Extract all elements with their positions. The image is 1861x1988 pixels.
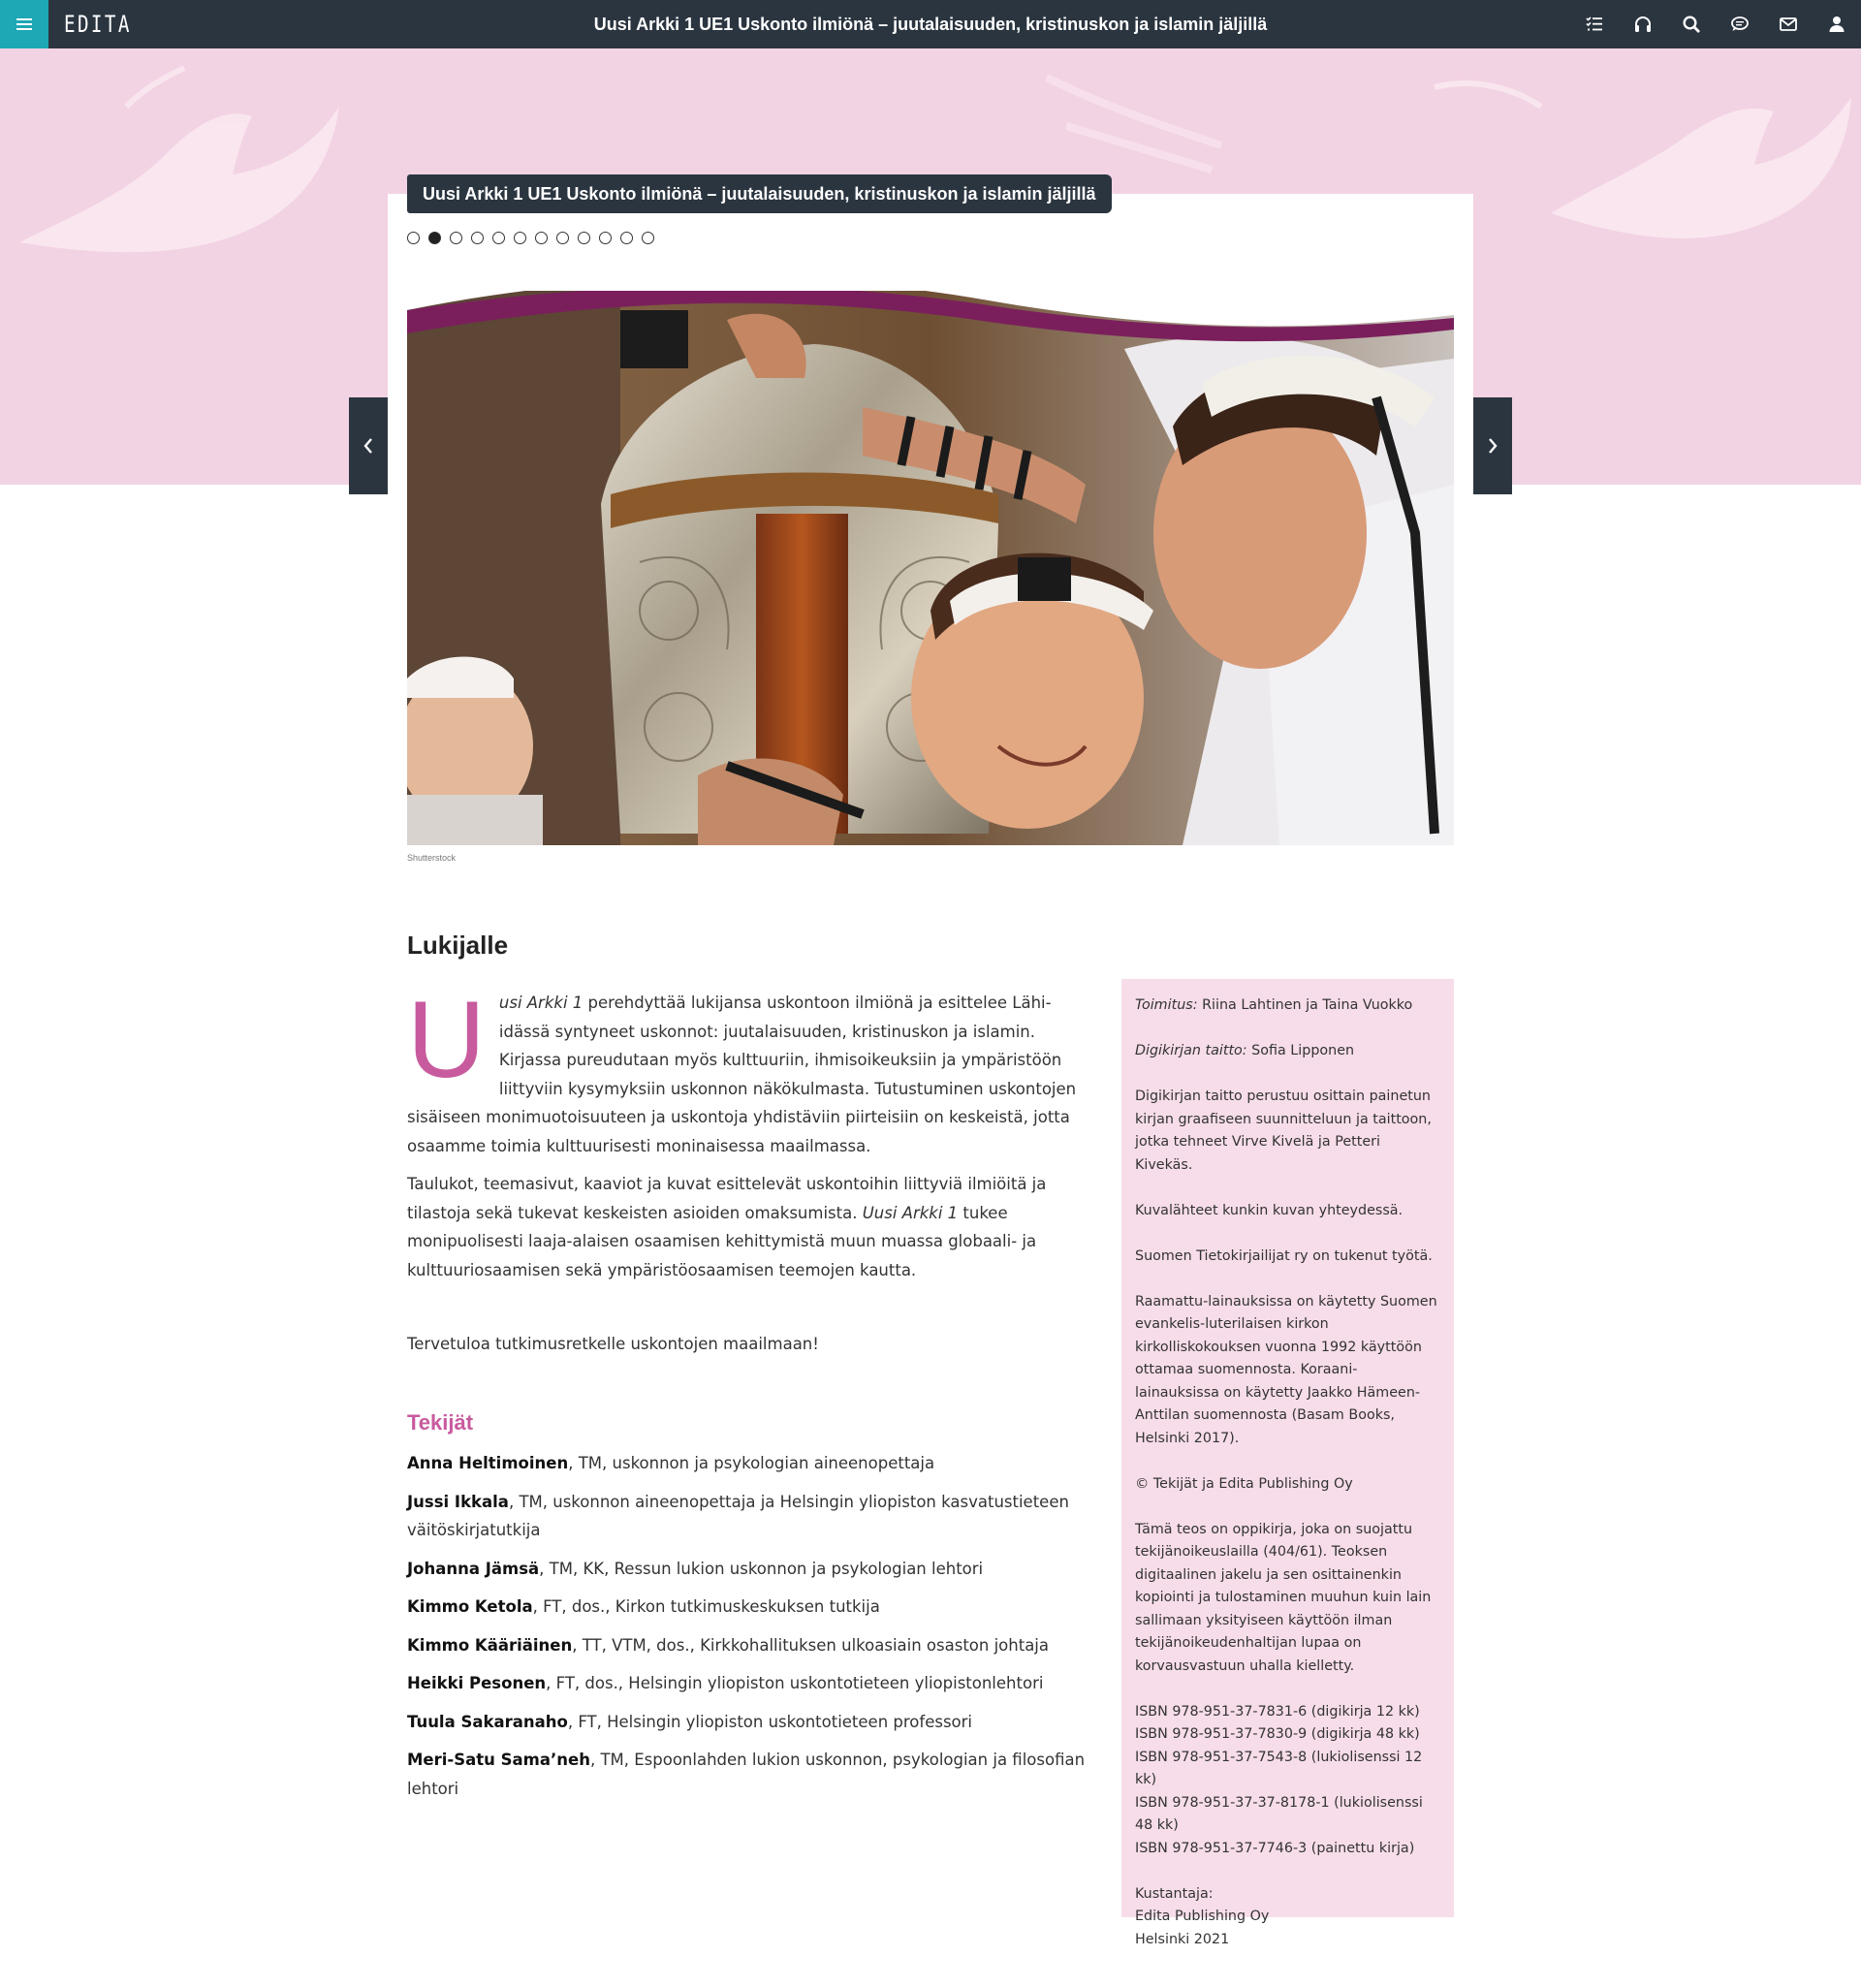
layout-line (1135, 1040, 1440, 1063)
editors-value: Riina Lahtinen ja Taina Vuokko (1197, 997, 1413, 1013)
publisher-label: Kustantaja: (1135, 1885, 1214, 1902)
isbn-item: ISBN 978-951-37-7830-9 (digikirja 48 kk) (1135, 1726, 1420, 1742)
section-heading: Lukijalle (407, 931, 509, 960)
slide-dot-2[interactable] (428, 232, 441, 244)
author-name: Tuula Sakaranaho (407, 1712, 568, 1731)
previous-slide-button[interactable] (349, 397, 388, 494)
author-name: Meri-Satu Sama’neh (407, 1751, 590, 1769)
translation-note: Raamattu-lainauksissa on käytetty Suomen evankelis-luterilaisen kirkon kirkolliskokouksen vuonna 1992 käyttöön ottamaa suomennosta. Koraani-lainauksissa on käytetty Jaakko Hämeen-Anttilan suomennosta (Basam Books, Helsinki 2017). (1135, 1293, 1437, 1446)
author-description: , TM, KK, Ressun lukion uskonnon ja psykologian lehtori (539, 1559, 984, 1578)
slide-dot-11[interactable] (620, 232, 633, 244)
menu-button[interactable] (0, 0, 48, 48)
publisher-block (1135, 1883, 1440, 1952)
author-item (407, 1746, 1105, 1803)
intro-paragraph-2 (407, 1170, 1086, 1284)
slide-dot-12[interactable] (642, 232, 654, 244)
author-description: , TT, VTM, dos., Kirkkohallituksen ulkoasiain osaston johtaja (572, 1635, 1050, 1655)
author-description: , FT, dos., Kirkon tutkimuskeskuksen tutkija (532, 1597, 880, 1616)
author-item (407, 1488, 1105, 1545)
book-title: Uusi Arkki 1 UE1 Uskonto ilmiönä – juutalaisuuden, kristinuskon ja islamin jäljillä (593, 15, 1268, 34)
author-item (407, 1631, 1105, 1660)
authors-heading: Tekijät (407, 1410, 474, 1435)
book-name-italic: usi Arkki 1 (498, 994, 584, 1012)
slide-pagination (407, 232, 654, 244)
slide-dot-5[interactable] (492, 232, 505, 244)
welcome-text: Tervetuloa tutkimusretkelle uskontojen maailmaan! (407, 1335, 819, 1353)
isbn-item: ISBN 978-951-37-7543-8 (lukiolisenssi 12 kk) (1135, 1749, 1423, 1787)
slide-dot-7[interactable] (535, 232, 548, 244)
isbn-item: ISBN 978-951-37-7746-3 (painettu kirja) (1135, 1840, 1415, 1856)
intro-p2-start: Taulukot, teemasivut, kaaviot ja kuvat esittelevät uskontoihin liittyviä ilmiöitä ja tilastoja sekä tukevat keskeisten asioiden omaksumista. (407, 1175, 1047, 1222)
slide-title: Uusi Arkki 1 UE1 Uskonto ilmiönä – juutalaisuuden, kristinuskon ja islamin jäljillä (407, 174, 1112, 213)
author-item (407, 1555, 1105, 1584)
drop-cap: U (407, 979, 486, 1100)
author-item (407, 1449, 1105, 1478)
chevron-right-icon (1486, 436, 1499, 456)
slide-dot-9[interactable] (578, 232, 590, 244)
isbn-item: ISBN 978-951-37-37-8178-1 (lukiolisenssi 48 kk) (1135, 1794, 1423, 1833)
chevron-left-icon (362, 436, 375, 456)
slide-dot-6[interactable] (514, 232, 526, 244)
menu-icon (16, 18, 32, 30)
copyright-line: © Tekijät ja Edita Publishing Oy (1135, 1475, 1353, 1492)
author-name: Jussi Ikkala (407, 1492, 509, 1511)
book-name-italic: Uusi Arkki 1 (862, 1203, 959, 1222)
copyright-notice: Tämä teos on oppikirja, joka on suojattu tekijänoikeuslailla (404/61). Teoksen digitaalinen jakelu ja sen osittainenkin kopiointi ja tulostaminen muuhun kuin lain sallimaan yksityiseen käyttöön ilman tekijänoikeudenhaltijan lupaa on korvausvastuun uhalla kielletty. (1135, 1521, 1432, 1674)
intro-p1-text: perehdyttää lukijansa uskontoon ilmiönä ja esittelee Lähi-idässä syntyneet uskonnot: juutalaisuuden, kristinuskon ja islamin. Kirjassa pureudutaan myös kulttuuriin, ihmisoikeuksiin ja ympäristöön liittyviin kysymyksiin uskonnon näkökulmasta. Tutustuminen uskontojen sisäiseen monimuotoisuuteen ja uskontoja yhdistäviin piirteisiin on keskeistä, jotta osaamme toimia kulttuurisesti moninaisessa maailmassa. (407, 994, 1077, 1155)
next-slide-button[interactable] (1473, 397, 1512, 494)
checklist-icon[interactable] (1570, 0, 1619, 48)
author-description: , TM, Espoonlahden lukion uskonnon, psykologian ja filosofian lehtori (407, 1751, 1086, 1798)
hero-photo (407, 291, 1454, 845)
layout-value: Sofia Lipponen (1246, 1043, 1355, 1058)
publisher-place-year: Helsinki 2021 (1135, 1931, 1230, 1947)
slide-dot-10[interactable] (599, 232, 612, 244)
author-description: , TM, uskonnon ja psykologian aineenopettaja (568, 1454, 935, 1472)
authors-list (407, 1449, 1105, 1813)
author-name: Kimmo Kääriäinen (407, 1635, 573, 1655)
author-name: Kimmo Ketola (407, 1597, 533, 1616)
headphones-icon[interactable] (1619, 0, 1667, 48)
slide-dot-4[interactable] (471, 232, 484, 244)
edita-logo[interactable]: EDITA (64, 11, 132, 38)
editors-label: Toimitus: (1135, 997, 1198, 1013)
chat-icon[interactable] (1716, 0, 1764, 48)
support-note: Suomen Tietokirjailijat ry on tukenut työtä. (1135, 1247, 1433, 1264)
slide-dot-8[interactable] (556, 232, 569, 244)
author-name: Anna Heltimoinen (407, 1454, 569, 1472)
intro-text (407, 979, 1086, 1294)
toolbar-icons (1570, 0, 1861, 48)
design-note: Digikirjan taitto perustuu osittain painetun kirjan graafiseen suunnitteluun ja taittoon, jotka tehneet Virve Kivelä ja Petteri Kivekäs. (1135, 1089, 1432, 1173)
publisher-name: Edita Publishing Oy (1135, 1909, 1270, 1924)
search-icon[interactable] (1667, 0, 1716, 48)
mail-icon[interactable] (1764, 0, 1813, 48)
editors-line (1135, 994, 1440, 1018)
intro-paragraph-1 (407, 979, 1086, 1160)
author-name: Heikki Pesonen (407, 1674, 547, 1692)
author-item (407, 1708, 1105, 1737)
layout-label: Digikirjan taitto: (1135, 1043, 1247, 1058)
slide-dot-1[interactable] (407, 232, 420, 244)
author-description: , FT, dos., Helsingin yliopiston uskontotieteen yliopistonlehtori (546, 1674, 1044, 1692)
author-name: Johanna Jämsä (407, 1559, 540, 1578)
intro-p2-end: tukee monipuolisesti laaja-alaisen osaamisen kehittymistä muun muassa globaali- ja kulttuuriosaamisen sekä ympäristöosaamisen teemojen kautta. (407, 1203, 1037, 1279)
author-item (407, 1593, 1105, 1622)
image-sources-note: Kuvalähteet kunkin kuvan yhteydessä. (1135, 1202, 1404, 1218)
isbn-item: ISBN 978-951-37-7831-6 (digikirja 12 kk) (1135, 1703, 1420, 1720)
user-icon[interactable] (1813, 0, 1861, 48)
photo-credit: Shutterstock (407, 853, 457, 863)
author-description: , TM, uskonnon aineenopettaja ja Helsingin yliopiston kasvatustieteen väitöskirjatutkija (407, 1492, 1069, 1539)
top-bar (0, 0, 1861, 48)
slide-dot-3[interactable] (450, 232, 462, 244)
author-item (407, 1669, 1105, 1698)
author-description: , FT, Helsingin yliopiston uskontotieteen professori (567, 1712, 973, 1731)
isbn-list (1135, 1701, 1440, 1861)
publication-info-box (1121, 979, 1454, 1947)
